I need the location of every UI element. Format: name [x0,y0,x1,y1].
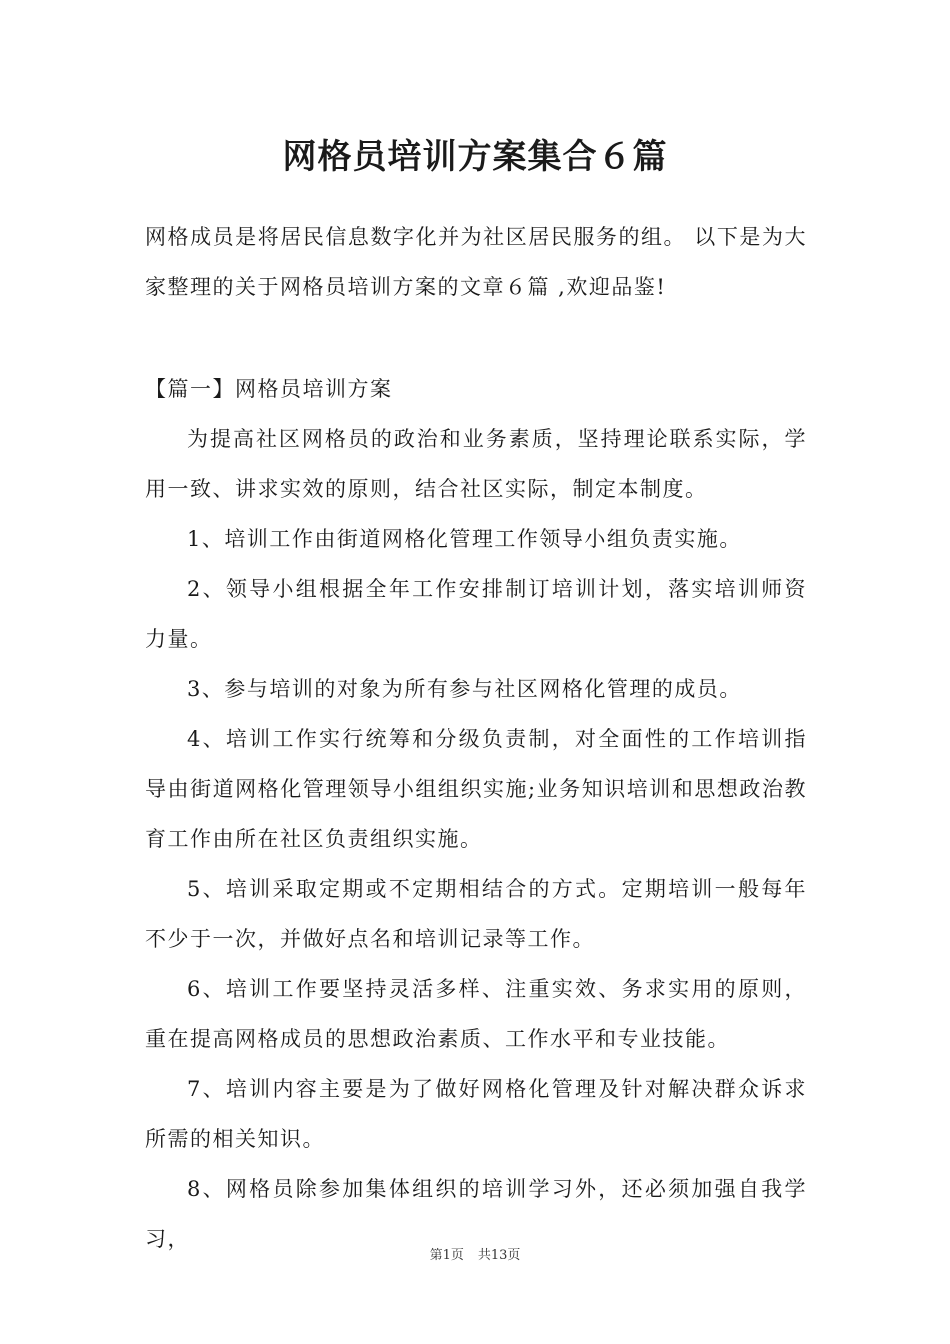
document-body [145,212,807,1264]
body-paragraph: 1、培训工作由街道网格化管理工作领导小组负责实施。 [187,527,742,551]
intro-paragraph: 网格成员是将居民信息数字化并为社区居民服务的组。 以下是为大家整理的关于网格员培训方案的文章６篇 ,欢迎品鉴! [145,225,807,299]
body-paragraph: 5、培训采取定期或不定期相结合的方式。定期培训一般每年不少于一次，并做好点名和培训记录等工作。 [145,877,807,951]
page-footer [0,1246,950,1266]
body-paragraph: 3、参与培训的对象为所有参与社区网格化管理的成员。 [187,677,742,701]
page-total: 共13页 [477,1248,521,1263]
body-paragraph: 8、网格员除参加集体组织的培训学习外，还必须加强自我学习， [145,1177,807,1251]
body-paragraph: 6、培训工作要坚持灵活多样、注重实效、务求实用的原则，重在提高网格成员的思想政治素质、工作水平和专业技能。 [145,977,807,1051]
section-heading: 【篇一】网格员培训方案 [145,377,393,401]
page-number: 第1页 [429,1248,464,1263]
body-paragraph: 2、领导小组根据全年工作安排制订培训计划，落实培训师资力量。 [145,577,807,651]
body-paragraph: 7、培训内容主要是为了做好网格化管理及针对解决群众诉求所需的相关知识。 [145,1077,807,1151]
document-title: 网格员培训方案集合６篇 [282,136,668,177]
body-paragraph: 4、培训工作实行统筹和分级负责制，对全面性的工作培训指导由街道网格化管理领导小组组织实施;业务知识培训和思想政治教育工作由所在社区负责组织实施。 [145,727,807,851]
body-paragraph: 为提高社区网格员的政治和业务素质，坚持理论联系实际，学用一致、讲求实效的原则，结合社区实际，制定本制度。 [145,427,807,501]
